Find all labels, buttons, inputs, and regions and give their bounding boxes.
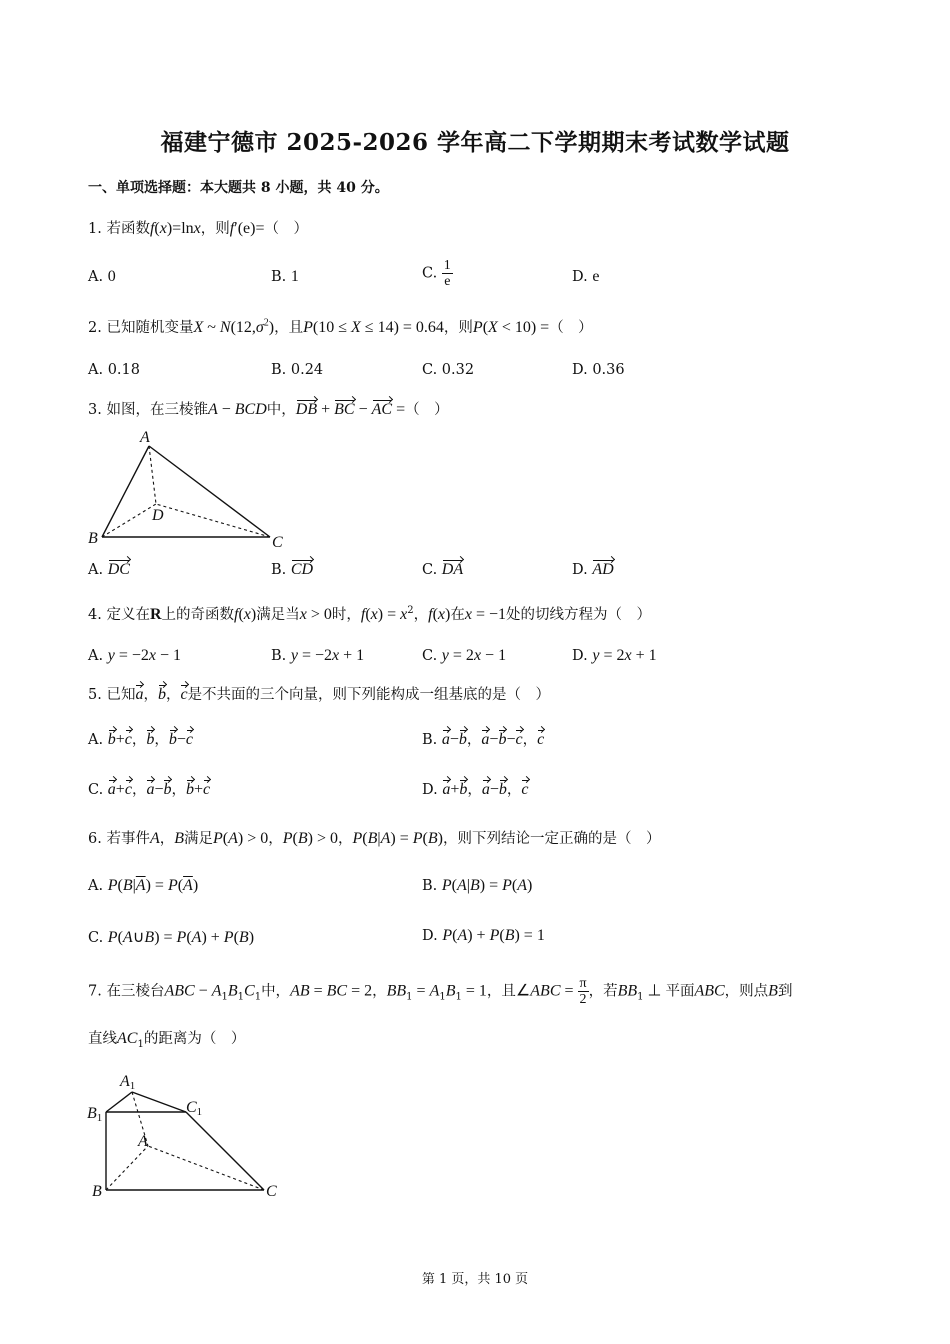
question-3: 3. 如图，在三棱锥A − BCD中，DB + BC − AC =（ ） xyxy=(88,398,449,419)
q6-option-a[interactable]: A. $P(B|\overline{A}) = P(\overline{A})$ xyxy=(88,877,199,894)
q4-option-d[interactable]: D. y = 2x + 1 xyxy=(572,647,657,664)
q2-option-b[interactable]: B. 0.24 xyxy=(271,362,324,378)
q6-option-d[interactable]: D. P(A) + P(B) = 1 xyxy=(422,927,545,944)
q6-option-c[interactable]: C. P(A∪B) = P(A) + P(B) xyxy=(88,929,255,946)
label-c1: C1 xyxy=(186,1099,203,1118)
q5-option-b[interactable]: B. a−b，a−b−c，c xyxy=(422,728,544,749)
q5-option-c[interactable]: C. a+c，a−b，b+c xyxy=(88,778,210,799)
tetrahedron-figure xyxy=(84,426,294,552)
q3-option-c[interactable]: C. DA xyxy=(422,558,463,579)
q1-option-b[interactable]: B. 1 xyxy=(271,268,299,285)
question-2: 2. 已知随机变量X ~ $N(12,\sigma^2)$，且P(10 ≤ X ≤ 14) = 0.64，则P(X < 10) =（ ） xyxy=(88,317,593,336)
q4-option-b[interactable]: B. y = −2x + 1 xyxy=(271,647,365,664)
q4-option-c[interactable]: C. y = 2x − 1 xyxy=(422,647,507,664)
q4-option-a[interactable]: A. y = −2x − 1 xyxy=(88,647,181,664)
page-title: 福建宁德市 2025-2026 学年高二下学期期末考试数学试题 xyxy=(160,129,790,156)
label-b: B xyxy=(88,530,98,547)
label-d: D xyxy=(152,507,164,524)
question-7: 7. 在三棱台ABC − $A_1B_1C_1$中，AB = BC = 2，$BB_1 = A_1B_1 = 1$，且∠ABC = $\frac{\pi}{2}$ ，若$BB_1$ ⊥ 平面ABC，则点B到 xyxy=(88,976,793,1007)
q2-option-c[interactable]: C. 0.32 xyxy=(422,362,475,378)
question-1: 1. 若函数f(x)=lnx，则f′(e)=（ ） xyxy=(88,220,308,237)
q5-option-d[interactable]: D. a+b，a−b，c xyxy=(422,778,529,799)
question-6: 6. 若事件A，B满足P(A) > 0，P(B) > 0，P(B|A) = P(B)，则下列结论一定正确的是（ ） xyxy=(88,830,661,847)
q5-option-a[interactable]: A. b+c，b，b−c xyxy=(88,728,193,749)
label-c: C xyxy=(272,534,283,551)
label-a: A xyxy=(140,429,150,446)
question-5: 5. 已知a，b，c是不共面的三个向量，则下列能构成一组基底的是（ ） xyxy=(88,683,550,704)
question-4: 4. 定义在R上的奇函数f(x)满足当x > 0时，$f(x) = x^2$，f(x)在x = −1处的切线方程为（ ） xyxy=(88,605,651,623)
label-b: B xyxy=(92,1183,102,1200)
q6-option-b[interactable]: B. P(A|B) = P(A) xyxy=(422,877,533,894)
label-c: C xyxy=(266,1183,277,1200)
q1-option-d[interactable]: D. e xyxy=(572,268,600,285)
question-7-line2: 直线$AC_1$的距离为（ ） xyxy=(88,1030,246,1050)
page-footer: 第 1 页，共 10 页 xyxy=(421,1272,529,1287)
section-heading: 一、单项选择题：本大题共 8 小题，共 40 分。 xyxy=(88,180,389,196)
label-b1: B1 xyxy=(87,1105,103,1124)
q3-option-d[interactable]: D. AD xyxy=(572,558,614,579)
label-a1: A1 xyxy=(120,1073,136,1092)
label-a: A xyxy=(138,1133,148,1150)
q2-option-d[interactable]: D. 0.36 xyxy=(572,362,625,378)
q3-option-a[interactable]: A. DC xyxy=(88,558,130,579)
q1-option-c[interactable]: C. $\frac{1}{e}$ xyxy=(422,258,451,289)
q3-option-b[interactable]: B. CD xyxy=(271,558,313,579)
q2-option-a[interactable]: A. 0.18 xyxy=(88,362,140,378)
frustum-figure xyxy=(84,1068,294,1204)
q1-option-a[interactable]: A. 0 xyxy=(88,268,116,285)
